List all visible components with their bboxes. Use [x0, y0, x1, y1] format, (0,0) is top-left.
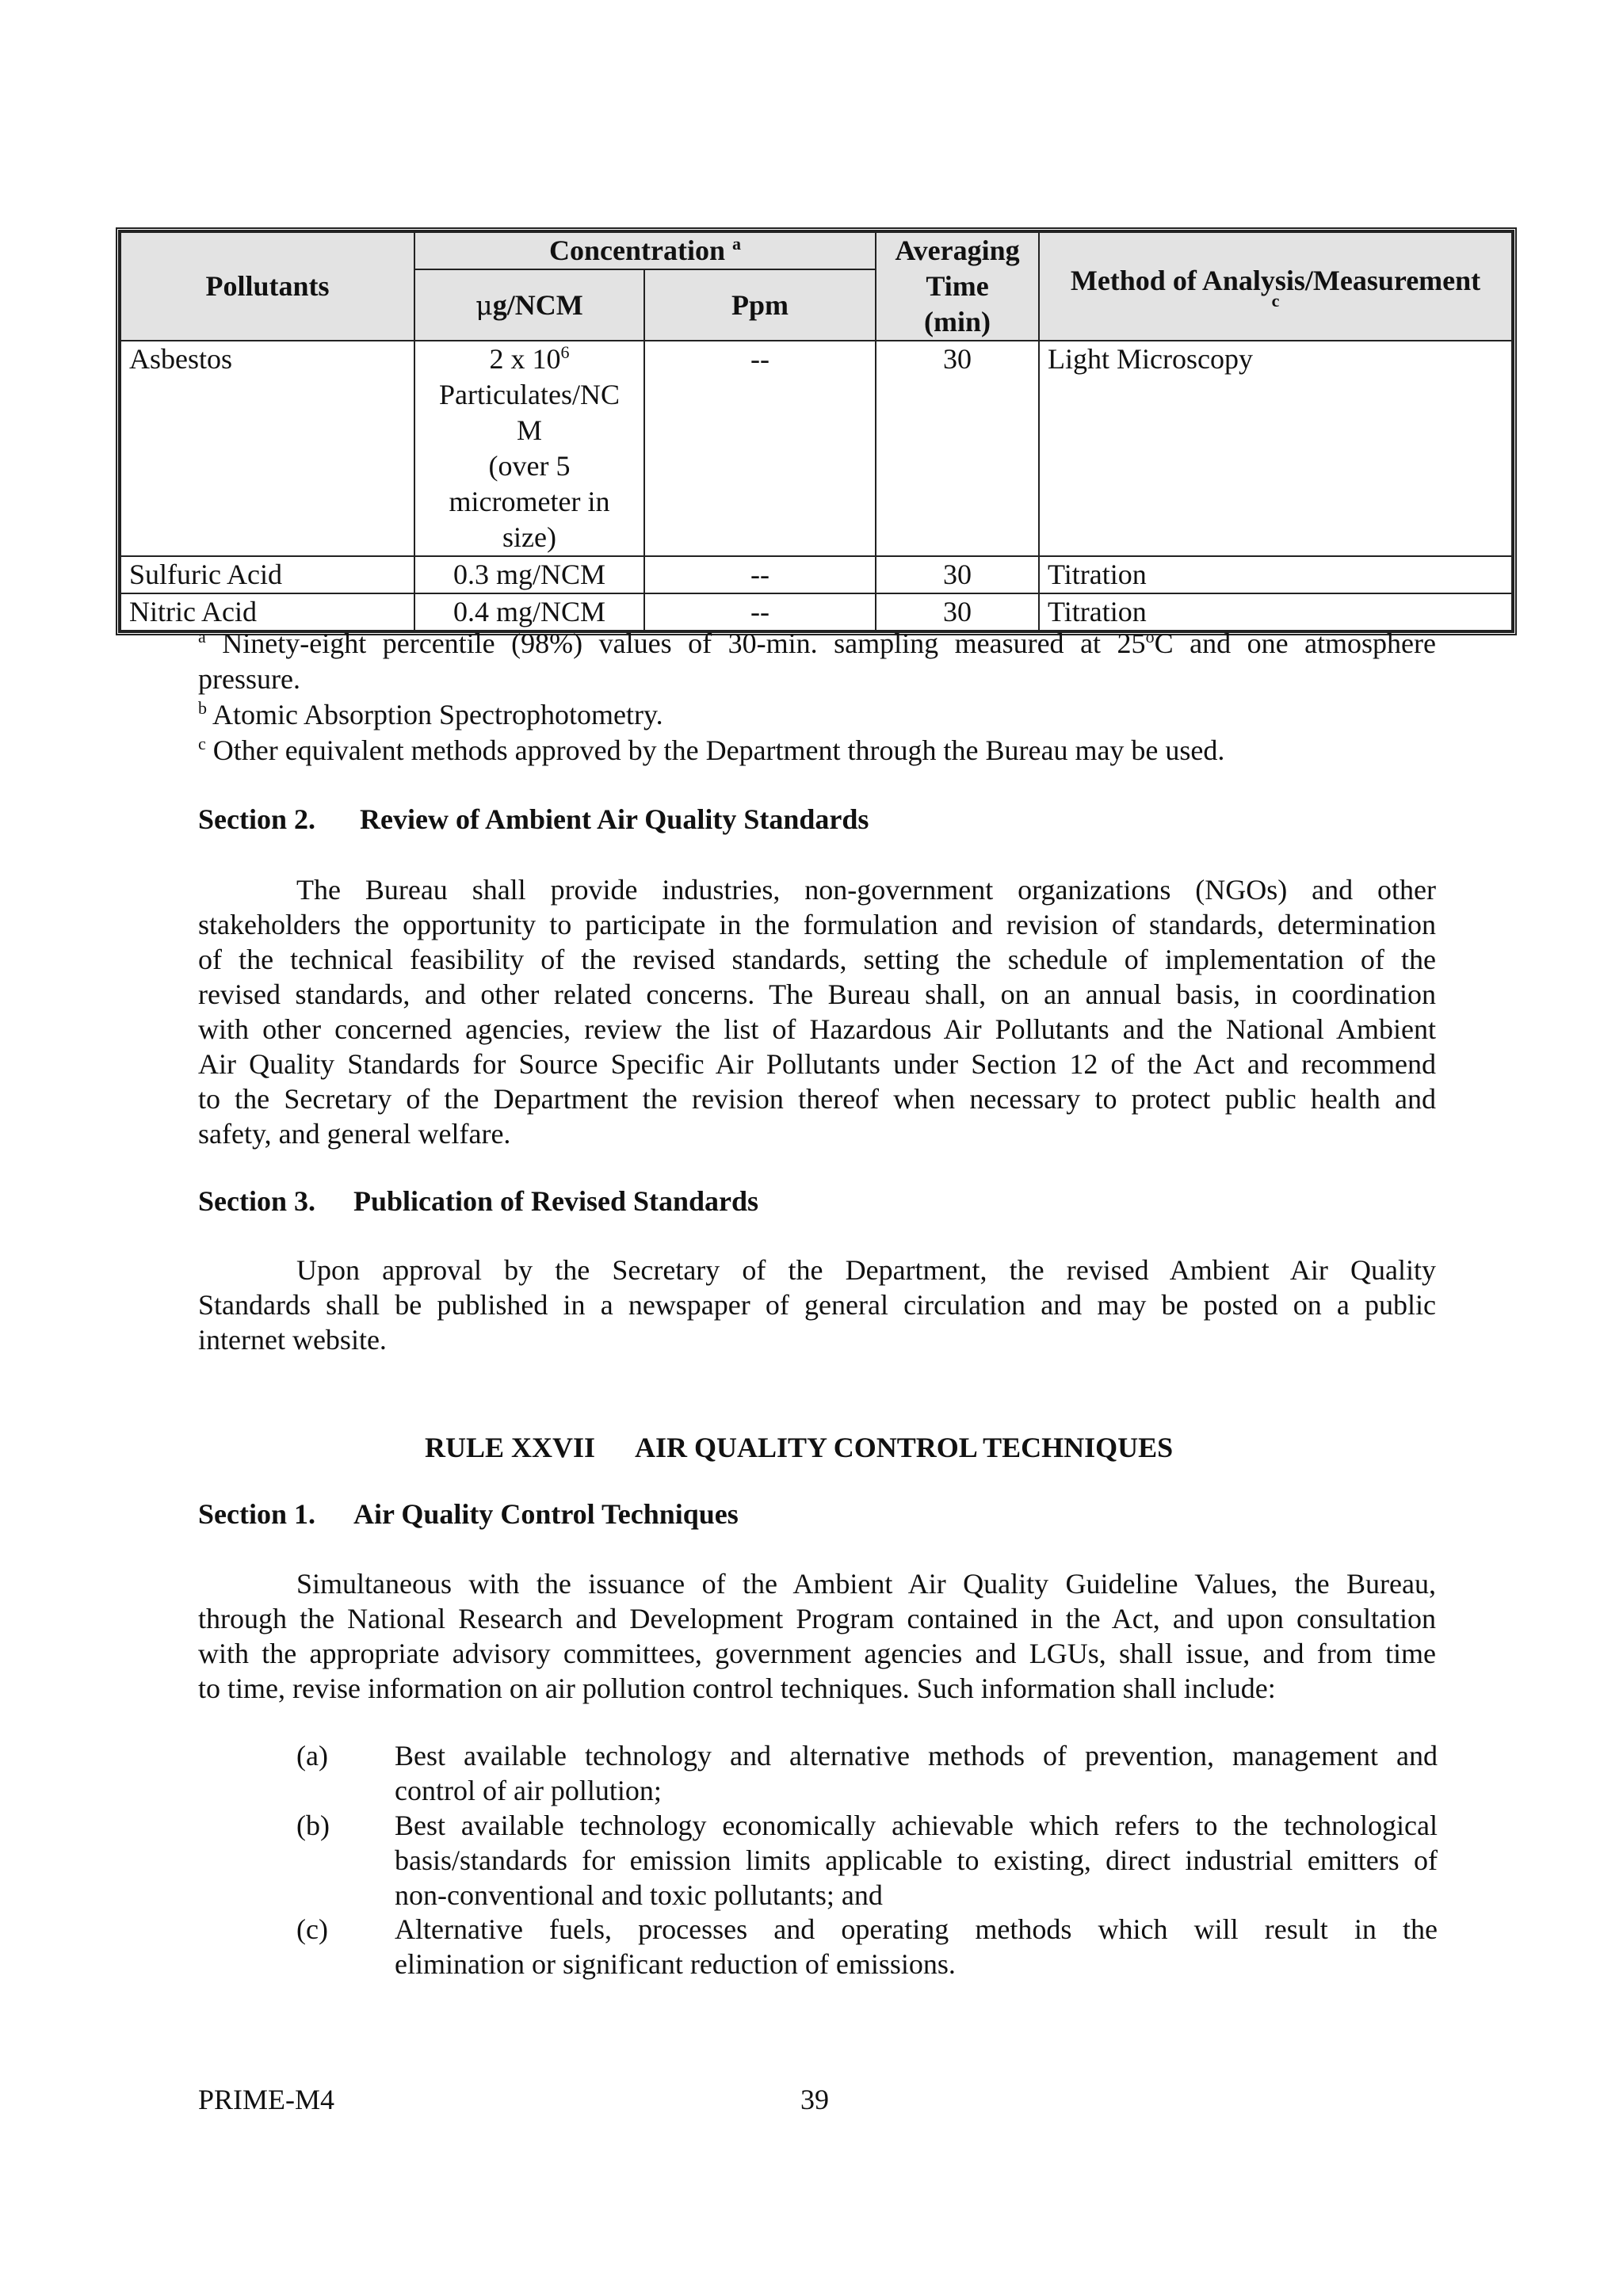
- cell-time: 30: [876, 593, 1039, 631]
- table-row: [120, 341, 1512, 556]
- cell-concentration: 0.4 mg/NCM: [414, 593, 644, 631]
- rule-section-1-paragraph: Simultaneous with the issuance of the Ambient Air Quality Guideline Values, the Bureau, through the National Research and Development Program contained in the Act, and upon consultation with the appropriate advisory committees, government agencies and LGUs, shall issue, and from time to time, revise information on air pollution control techniques. Such information shall include:: [198, 1568, 1436, 1704]
- header-pollutants: Pollutants: [120, 232, 414, 341]
- cell-ppm: --: [644, 556, 876, 593]
- cell-time: 30: [876, 556, 1039, 593]
- document-page: Pollutants Concentration $^a$ Averaging Time (min) Method of Analysis/Measurement c μg/NCM Ppm Asbestos 2 x $10^6$ Particulates/NC M (over 5 micrometer in size) -- 30 Light Microscopy Sulfuric Acid 0.3 mg/NCM -- 30 Titration Nitric Acid 0.4 mg/NCM -- 30 Titration $^a$ Ninety-eight percentile (98%) values of 30-min. sampling measured at 25$^o$C and one atmosphere pressure. $^b$ Atomic Absorption Spectrophotometry. $^c$ Other equivalent methods approved by the Department through the Bureau may be used. Section 2. Review of Ambient Air Quality Standards The Bureau shall provide industries, non-government organizations (NGOs) and other stakeholders the opportunity to participate in the formulation and revision of standards, determination of the technical feasibility of the revised standards, setting the schedule of implementation of the revised standards, and other related concerns. The Bureau shall, on an annual basis, in coordination with other concerned agencies, review the list of Hazardous Air Pollutants and the National Ambient Air Quality Standards for Source Specific Air Pollutants under Section 12 of the Act and recommend to the Secretary of the Department the revision thereof when necessary to protect public health and safety, and general welfare. Section 3. Publication of Revised Standards Upon approval by the Secretary of the Department, the revised Ambient Air Quality Standards shall be published in a newspaper of general circulation and may be posted on a public internet website. RULE XXVII AIR QUALITY CONTROL TECHNIQUES Section 1. Air Quality Control Techniques Simultaneous with the issuance of the Ambient Air Quality Guideline Values, the Bureau, through the National Research and Development Program contained in the Act, and upon consultation with the appropriate advisory committees, government agencies and LGUs, shall issue, and from time to time, revise information on air pollution control techniques. Such information shall include: (a) Best available technology and alternative methods of prevention, management and control of air pollution; (b) Best available technology economically achievable which refers to the technological basis/standards for emission limits applicable to existing, direct industrial emitters of non-conventional and toxic pollutants; and (c) Alternative fuels, processes and operating methods which will result in the elimination or significant reduction of emissions. PRIME-M4 39: [0, 0, 1623, 2296]
- header-averaging-time: Averaging Time (min): [876, 232, 1039, 341]
- cell-time: 30: [876, 341, 1039, 556]
- cell-method: Light Microscopy: [1039, 341, 1512, 556]
- cell-pollutant: Nitric Acid: [120, 593, 414, 631]
- section-2-paragraph: The Bureau shall provide industries, non-government organizations (NGOs) and other stakeholders the opportunity to participate in the formulation and revision of standards, determination of the technical feasibility of the revised standards, setting the schedule of implementation of the revised standards, and other related concerns. The Bureau shall, on an annual basis, in coordination with other concerned agencies, review the list of Hazardous Air Pollutants and the National Ambient Air Quality Standards for Source Specific Air Pollutants under Section 12 of the Act and recommend to the Secretary of the Department the revision thereof when necessary to protect public health and safety, and general welfare.: [198, 874, 1436, 1150]
- cell-pollutant: Asbestos: [120, 341, 414, 556]
- cell-ppm: --: [644, 593, 876, 631]
- table-header-row: [120, 232, 1512, 269]
- header-method: Method of Analysis/Measurement c: [1039, 232, 1512, 341]
- section-3-paragraph: Upon approval by the Secretary of the Department, the revised Ambient Air Quality Standards shall be published in a newspaper of general circulation and may be posted on a public internet website.: [198, 1254, 1436, 1356]
- footnote-c: $^c$ Other equivalent methods approved by the Department through the Bureau may be used.: [198, 734, 1225, 766]
- rule-heading: RULE XXVII AIR QUALITY CONTROL TECHNIQUES: [425, 1432, 1174, 1463]
- rule-section-1-heading: Section 1. Air Quality Control Techniques: [198, 1498, 739, 1530]
- cell-method: Titration: [1039, 556, 1512, 593]
- header-ug-ncm: μg/NCM: [414, 269, 644, 341]
- footer-doc-id: PRIME-M4: [198, 2084, 335, 2115]
- cell-pollutant: Sulfuric Acid: [120, 556, 414, 593]
- cell-ppm: --: [644, 341, 876, 556]
- cell-method: Titration: [1039, 593, 1512, 631]
- page-number: 39: [800, 2084, 829, 2115]
- section-2-heading: Section 2. Review of Ambient Air Quality Standards: [198, 803, 869, 835]
- footnote-b: $^b$ Atomic Absorption Spectrophotometry.: [198, 698, 663, 730]
- footnote-a-continued: pressure.: [198, 663, 300, 695]
- cell-concentration: 2 x $10^6$ Particulates/NC M (over 5 micrometer in size): [414, 341, 644, 556]
- header-concentration: Concentration $^a$: [414, 232, 876, 269]
- header-ppm: Ppm: [644, 269, 876, 341]
- pollutant-standards-table: [116, 227, 1517, 635]
- section-3-heading: Section 3. Publication of Revised Standards: [198, 1185, 759, 1217]
- cell-concentration: 0.3 mg/NCM: [414, 556, 644, 593]
- table-row: [120, 556, 1512, 593]
- table-row: [120, 593, 1512, 631]
- footnote-a: $^a$ Ninety-eight percentile (98%) values of 30-min. sampling measured at 25$^o$C and one atmosphere: [198, 627, 1437, 659]
- table-footnotes: [198, 626, 1436, 769]
